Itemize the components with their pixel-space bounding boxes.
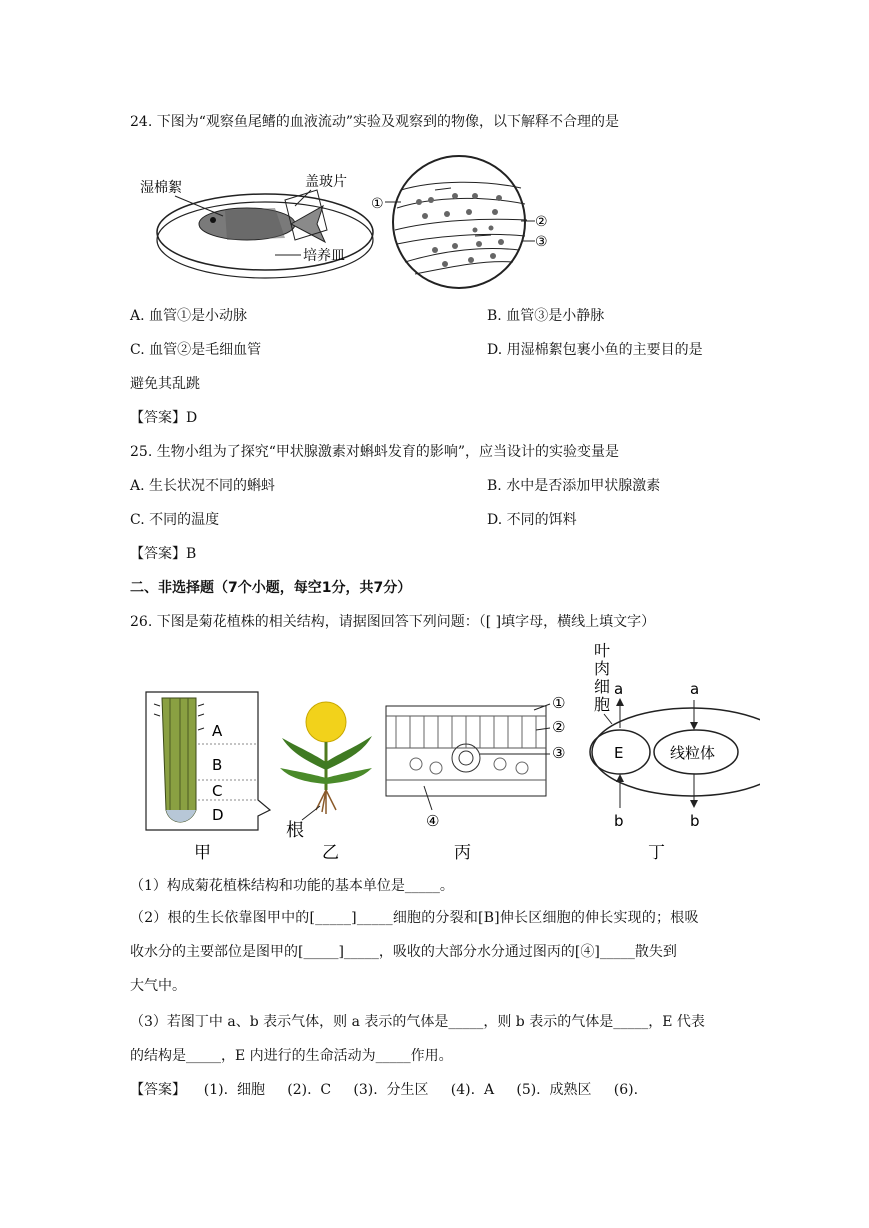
mesophyll-cell-char-3: 细 xyxy=(594,677,611,696)
vessel-mark-2: ② xyxy=(535,214,548,230)
q25-option-b: B. 水中是否添加甲状腺激素 xyxy=(487,478,661,494)
figure-yi-label: 乙 xyxy=(322,843,339,863)
q26-answer: 【答案】 (1). 细胞 (2). C (3). 分生区 (4). A (5). 成熟区 (6). xyxy=(130,1082,639,1098)
leaf-mark-3: ③ xyxy=(552,744,566,762)
gas-a-right-label: a xyxy=(690,680,700,698)
petri-dish-label: 培养皿 xyxy=(303,248,345,264)
q26-stem: 26. 下图是菊花植株的相关结构，请据图回答下列问题：（[ ]填字母，横线上填文字） xyxy=(130,614,656,630)
q26-sub2-line3: 大气中。 xyxy=(130,978,186,994)
q24-option-a: A. 血管①是小动脉 xyxy=(130,308,248,324)
mitochondria-label: 线粒体 xyxy=(670,744,716,762)
q24-stem: 24. 下图为“观察鱼尾鳍的血液流动”实验及观察到的物像，以下解释不合理的是 xyxy=(130,114,620,130)
q26-sub1: （1）构成菊花植株结构和功能的基本单位是_____。 xyxy=(130,878,454,894)
organelle-e-label: E xyxy=(614,744,624,762)
chrysanthemum-plant-image xyxy=(280,702,372,814)
root-label: 根 xyxy=(286,820,304,841)
q26-sub2-line2: 收水分的主要部位是图甲的[_____]_____，吸收的大部分水分通过图丙的[④]_____散失到 xyxy=(130,944,677,960)
vessel-mark-1: ① xyxy=(371,196,384,212)
zone-d-label: D xyxy=(212,806,224,824)
chrysanthemum-structure-figure xyxy=(140,640,760,868)
q25-option-d: D. 不同的饵料 xyxy=(487,512,577,528)
microscope-view xyxy=(393,156,527,288)
wet-cotton-label: 湿棉絮 xyxy=(140,180,182,196)
q26-sub2-line1: （2）根的生长依靠图甲中的[_____]_____细胞的分裂和[B]伸长区细胞的伸长实现的；根吸 xyxy=(130,910,699,926)
q25-answer: 【答案】B xyxy=(130,546,197,562)
q24-option-b: B. 血管③是小静脉 xyxy=(487,308,605,324)
mesophyll-cell-char-4: 胞 xyxy=(594,695,611,714)
q26-sub3-line2: 的结构是_____，E 内进行的生命活动为_____作用。 xyxy=(130,1048,453,1064)
figure-ding-label: 丁 xyxy=(648,843,665,863)
mesophyll-cell-char-2: 肉 xyxy=(594,659,611,678)
q24-option-d-continued: 避免其乱跳 xyxy=(130,376,200,392)
q25-option-a: A. 生长状况不同的蝌蚪 xyxy=(130,478,276,494)
q25-option-c: C. 不同的温度 xyxy=(130,512,220,528)
q24-answer: 【答案】D xyxy=(130,410,198,426)
zone-a-label: A xyxy=(212,722,223,740)
leaf-cross-section-image xyxy=(386,706,546,796)
leaf-mark-1: ① xyxy=(552,694,566,712)
zone-b-label: B xyxy=(212,756,223,774)
figure-bing-label: 丙 xyxy=(454,843,471,863)
cover-glass-label: 盖玻片 xyxy=(305,174,347,190)
figure-jia-label: 甲 xyxy=(194,843,211,863)
gas-b-left-label: b xyxy=(614,812,624,830)
fish-tail-blood-flow-figure xyxy=(135,150,565,300)
q24-option-c: C. 血管②是毛细血管 xyxy=(130,342,262,358)
gas-a-left-label: a xyxy=(614,680,624,698)
leaf-mark-4: ④ xyxy=(426,812,440,830)
vessel-mark-3: ③ xyxy=(535,234,548,250)
mesophyll-cell-char-1: 叶 xyxy=(594,641,611,660)
zone-c-label: C xyxy=(212,782,223,800)
section-heading: 二、非选择题（7个小题，每空1分，共7分） xyxy=(130,580,412,596)
q24-option-d: D. 用湿棉絮包裹小鱼的主要目的是 xyxy=(487,342,703,358)
q25-stem: 25. 生物小组为了探究“甲状腺激素对蝌蚪发育的影响”，应当设计的实验变量是 xyxy=(130,444,620,460)
leaf-mark-2: ② xyxy=(552,718,566,736)
root-tip-figure xyxy=(146,692,270,830)
gas-b-right-label: b xyxy=(690,812,700,830)
q26-sub3-line1: （3）若图丁中 a、b 表示气体，则 a 表示的气体是_____，则 b 表示的气体是_____，E 代表 xyxy=(130,1014,705,1030)
